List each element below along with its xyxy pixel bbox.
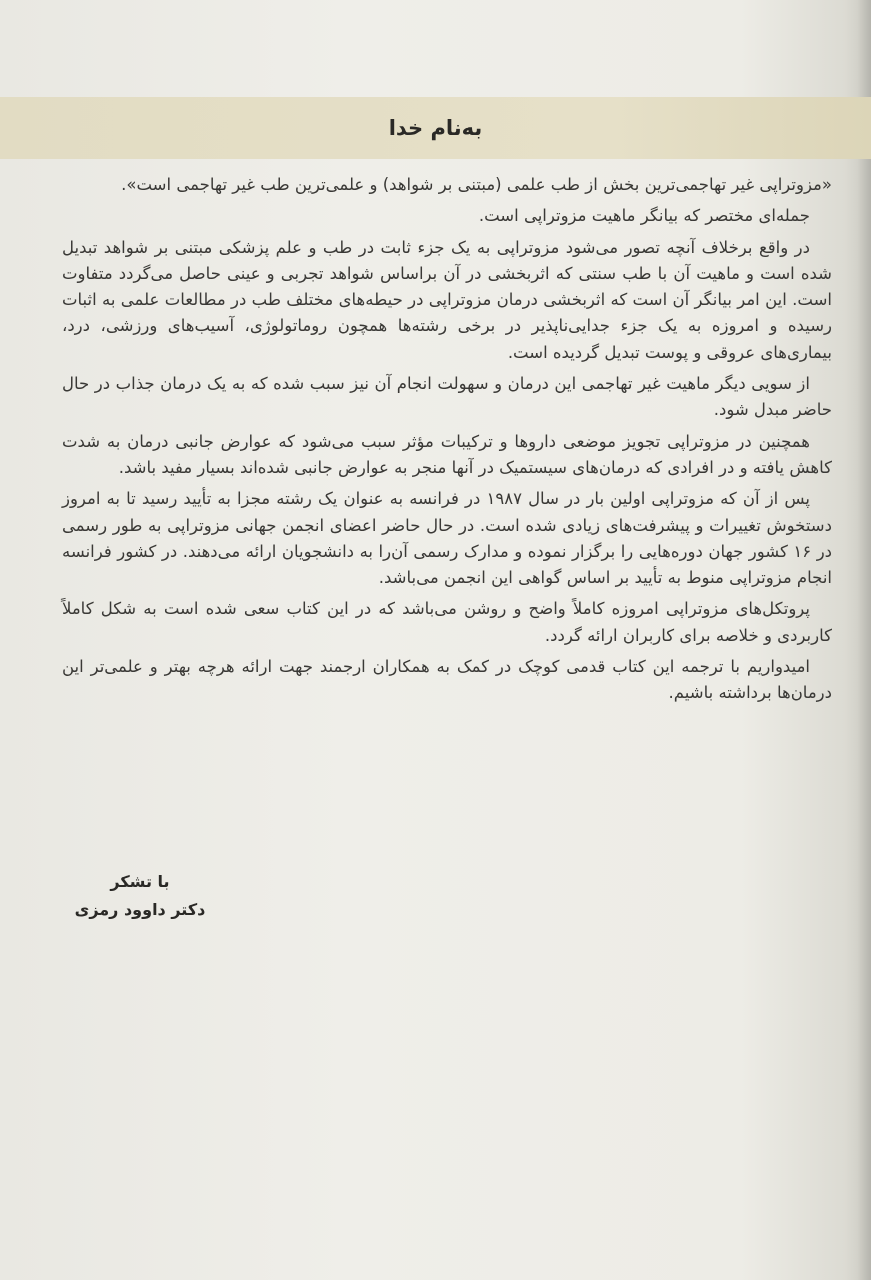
paragraph-evidence: در واقع برخلاف آنچه تصور می‌شود مزوتراپی به یک جزء ثابت در طب و علم پزشکی مبتنی بر شواهد تبدیل شده است و ماهیت آن با طب سنتی که اثربخشی در آن براساس شواهد تجربی و عینی حاصل می‌گردد متفاوت است. این امر بیانگر آن است که اثربخشی درمان مزوتراپی در حیطه‌های مختلف طب در مطالعات علمی به اثبات رسیده و امروزه به یک جزء جدایی‌ناپذیر در برخی رشته‌ها همچون روماتولوژی، آسیب‌های ورزشی، درد، بیماری‌های عروقی و پوست تبدیل گردیده است. [62, 237, 832, 362]
paragraph-hope: امیدواریم با ترجمه این کتاب قدمی کوچک در کمک به همکاران ارجمند جهت ارائه هرچه بهتر و علمی‌تر این درمان‌ها برداشته باشیم. [62, 657, 832, 703]
paragraph-protocols: پروتکل‌های مزوتراپی امروزه کاملاً واضح و روشن می‌باشد که در این کتاب سعی شده است به شکل کاملاً کاربردی و خلاصه برای کاربران ارائه گردد. [62, 599, 832, 645]
signature-block [70, 868, 210, 924]
signature-author: دکتر داوود رمزی [74, 900, 206, 919]
paragraph-summary: جمله‌ای مختصر که بیانگر ماهیت مزوتراپی است. [478, 206, 810, 226]
page-title: به‌نام خدا [388, 116, 483, 140]
signature-closing: با تشکر [110, 872, 170, 891]
header-band [0, 97, 871, 159]
preface-body [62, 172, 832, 712]
spine-shadow [857, 0, 871, 1280]
paragraph-history: پس از آن که مزوتراپی اولین بار در سال ۱۹۸۷ در فرانسه به عنوان یک رشته مجزا به تأیید رسید تا به امروز دستخوش تغییرات و پیشرفت‌های زیادی شده است. در حال حاضر اعضای انجمن جهانی مزوتراپی به طور رسمی در ۱۶ کشور جهان دوره‌هایی را برگزار نموده و مدارک رسمی آن‌را به دانشجویان ارائه می‌دهند. در کشور فرانسه انجام مزوتراپی منوط به تأیید بر اساس گواهی این انجمن می‌باشد. [62, 489, 833, 588]
paragraph-side-effects: همچنین در مزوتراپی تجویز موضعی داروها و ترکیبات مؤثر سبب می‌شود که عوارض جانبی درمان به شدت کاهش یافته و در افرادی که درمان‌های سیستمیک در آنها منجر به عوارض جانبی شده‌اند بسیار مفید باشد. [62, 431, 832, 477]
paragraph-noninvasive: از سویی دیگر ماهیت غیر تهاجمی این درمان و سهولت انجام آن نیز سبب شده که به یک درمان جذاب در حال حاضر مبدل شود. [62, 374, 832, 420]
paragraph-quote: «مزوتراپی غیر تهاجمی‌ترین بخش از طب علمی (مبتنی بر شواهد) و علمی‌ترین طب غیر تهاجمی است». [121, 175, 832, 194]
